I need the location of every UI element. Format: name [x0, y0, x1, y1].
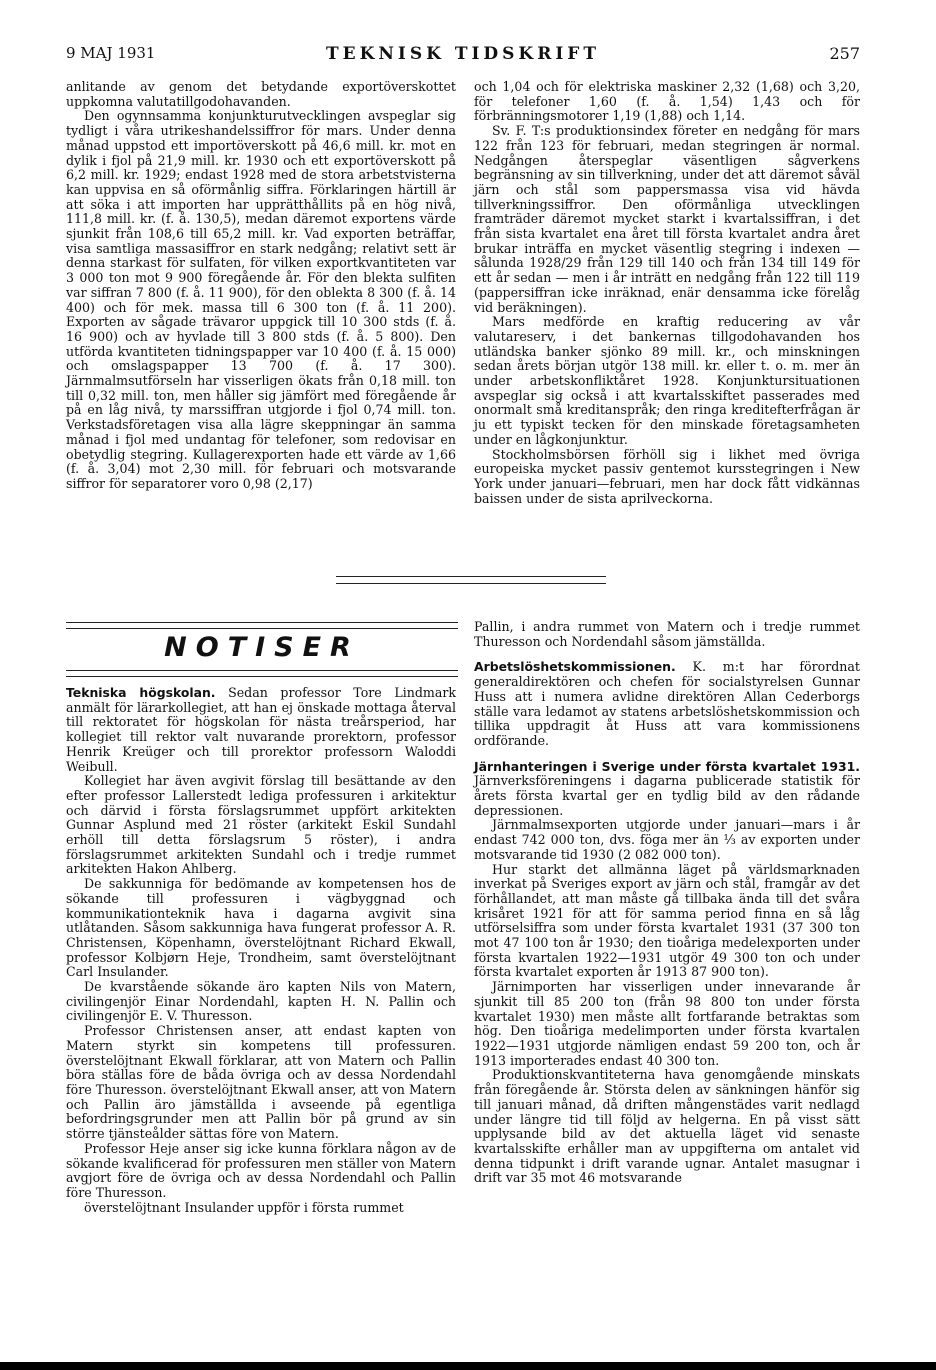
paragraph [66, 686, 456, 774]
section-title: NOTISER [164, 632, 360, 663]
paragraph: Järnmalmsexporten utgjorde under januari—mars i år endast 742 000 ton, dvs. föga mer än ⅓ av exporten under motsvarande tid 1930 (2 082 000 ton). [474, 817, 860, 862]
paragraph: Produktionskvantiteterna hava genomgående minskats från föregående år. Största delen av sänkningen hänför sig till januari månad, då driften mångenstädes varit nedlagd under längre tid till följd av helgerna. En på visst sätt upplysande bild av det aktuella läget vid senaste kvartalsskifte erhåller man av uppgifterna om antalet vid denna tidpunkt i drift varande ugnar. Antalet masugnar i drift var 35 mot 46 motsvarande [474, 1067, 860, 1186]
notice-text: K. m:t har förordnat generaldirektören och chefen för socialstyrelsen Gunnar Huss att i numera avlidne direktören Allan Cederborgs ställe vara ledamot av statens arbetslöshetskommission och tillika uppdragit åt Huss att vara kommissionens ordförande. [474, 659, 860, 748]
paragraph: Den ogynnsamma konjunkturutvecklingen avspeglar sig tydligt i våra utrikeshandelssiffror för mars. Under denna månad uppstod ett importöverskott på 46,6 mill. kr. mot en dylik i fjol på 21,9 mill. kr. 1930 och ett exportöverskott på 6,2 mill. kr. 1929; endast 1928 med de stora arbetstvisterna kan uppvisa en så oförmånlig siffra. Förklaringen härtill är att söka i att importen har upprätthållits på en hög nivå, 111,8 mill. kr. (f. å. 130,5), medan däremot exportens värde sjunkit från 108,6 till 65,2 mill. kr. Vad exporten beträffar, visa samtliga massasiffror en stark nedgång; relativt sett är denna starkast för sulfaten, för vilken exportkvantiteten var 3 000 ton mot 9 900 föregående år. För den blekta sulfiten var siffran 7 800 (f. å. 11 900), för den oblekta 8 300 (f. å. 14 400) och för mek. massa till 6 300 ton (f. å. 11 200). Exporten av sågade trävaror uppgick till 10 300 stds (f. å. 16 900) och av hyvlade till 3 800 stds (f. å. 5 800). Den utförda kvantiteten tidningspapper var 10 400 (f. å. 15 000) och omslagspapper 13 700 (f. å. 17 300). Järnmalmsutförseln har visserligen ökats från 0,18 mill. ton till 0,32 mill. ton, men håller sig jämfört med föregående år på en låg nivå, ty marssiffran utgjorde i fjol 0,74 mill. ton. Verkstadsföretagen visa alla lägre skeppningar än samma månad i fjol med undantag för telefoner, som redovisar en obetydlig stegring. Kullagerexporten hade ett värde av 1,66 (f. å. 3,04) mot 2,30 mill. för februari och motsvarande siffror för separatorer voro 0,98 (2,17) [66, 108, 456, 491]
paragraph: Professor Christensen anser, att endast kapten von Matern styrkt sin kompetens till professuren. överstelöjtnant Ekwall förklarar, att von Matern och Pallin böra ställas före de båda övriga och av dessa Nordendahl före Thuresson. överstelöjtnant Ekwall anser, att von Matern och Pallin äro jämställda i avseende på egentliga befordringsgrunder men att Pallin bör på grund av sin större tjänsteålder sättas före von Matern. [66, 1023, 456, 1142]
running-header [66, 44, 860, 66]
paragraph: Stockholmsbörsen förhöll sig i likhet med övriga europeiska mycket passiv gentemot kursstegringen i New York under januari—februari, men har dock fått vidkännas baissen under de sista aprilveckorna. [474, 446, 860, 506]
notice-heading: Järnhanteringen i Sverige under första kvartalet 1931. [474, 758, 860, 774]
paragraph: överstelöjtnant Insulander uppför i första rummet [84, 1199, 404, 1215]
paragraph [474, 660, 860, 748]
paragraph: De sakkunniga för bedömande av kompetensen hos de sökande till professuren i vägbyggnad och kommunikationteknik hava i dagarna avgivit sina utlåtanden. Såsom sakkunniga hava fungerat professor A. R. Christensen, Köpenhamn, överstelöjtnant Richard Ekwall, professor Kolbjørn Heje, Trondheim, samt överstelöjtnant Carl Insulander. [66, 876, 456, 980]
notiser-left-column [66, 686, 456, 1215]
notice-heading: Arbetslöshetskommissionen. [474, 659, 676, 675]
paragraph: Järnimporten har visserligen under innevarande år sjunkit till 85 200 ton (från 98 800 ton under första kvartalet 1930) men måste allt fortfarande betraktas som hög. Den tioåriga medelimporten under första kvartalen 1922—1931 utgjorde nämligen endast 59 200 ton, och år 1913 importerades endast 40 300 ton. [474, 979, 860, 1068]
section-divider [336, 576, 606, 584]
paragraph: Pallin, i andra rummet von Matern och i tredje rummet Thuresson och Nordendahl såsom jämställda. [474, 619, 860, 649]
paragraph: Hur starkt det allmänna läget på världsmarknaden inverkat på Sveriges export av järn och stål, framgår av det förhållandet, att man måste gå tillbaka ända till det svåra krisåret 1921 för att för samma period finna en så låg utförselsiffra som under första kvartalet 1931 (37 300 ton mot 47 100 ton år 1930; den tioåriga medelexporten under första kvartalen 1922—1931 utgör 49 300 ton och under första kvartalet exporten år 1913 87 900 ton). [474, 861, 860, 980]
paragraph: De kvarstående sökande äro kapten Nils von Matern, civilingenjör Einar Nordendahl, kapten H. N. Pallin och civilingenjör E. V. Thuresson. [66, 979, 456, 1024]
paragraph: anlitande av genom det betydande exportöverskottet uppkomna valutatillgodohavanden. [66, 79, 456, 109]
notice-text: Järnverksföreningens i dagarna publicerade statistik för årets första kvartal ger en tydlig bild av den rådande depressionen. [474, 773, 860, 818]
paragraph: Kollegiet har även avgivit förslag till besättande av den efter professor Lallerstedt lediga professuren i arkitektur och därvid i första förslagsrummet uppfört arkitekten Gunnar Asplund med 21 röster (arkitekt Eskil Sundahl erhöll till detta förslagsrum 5 röster), i andra förslagsrummet arkitekten Sundahl och i tredje rummet arkitekten Hakon Ahlberg. [66, 773, 456, 877]
top-left-column [66, 80, 456, 492]
issue-date: 9 MAJ 1931 [66, 44, 156, 62]
notiser-top-rule [66, 622, 458, 629]
paragraph: och 1,04 och för elektriska maskiner 2,32 (1,68) och 3,20, för telefoner 1,60 (f. å. 1,54) 1,43 och för förbränningsmotorer 1,19 (1,88) och 1,14. [474, 79, 860, 124]
notiser-bottom-rule [66, 670, 458, 677]
paragraph: Sv. F. T:s produktionsindex företer en nedgång för mars 122 från 123 för februari, medan stegringen är normal. Nedgången återspeglar väsentligen sågverkens begränsning av sin tillverkning, under det att däremot såväl järn och stål som pappersmassa visa vid hävda tillverkningssiffror. Den oförmånliga utvecklingen framträder däremot mycket starkt i kvartalssiffran, i det från sista kvartalet ena året till första kvartalet andra året brukar inträffa en mycket väsentlig stegring i indexen — sålunda 1928/29 från 129 till 140 och från 134 till 149 för ett år sedan — men i år inträtt en nedgång från 122 till 119 (pappersiffran icke inräknad, enär densamma icke förelåg vid beräkningen). [474, 123, 860, 315]
top-right-column [474, 80, 860, 506]
paragraph: Professor Heje anser sig icke kunna förklara någon av de sökande kvalificerad för professuren men ställer von Matern avgjort före de övriga och av dessa Nordendahl och Pallin före Thuresson. [66, 1140, 456, 1200]
scan-edge [0, 1362, 936, 1370]
journal-title: TEKNISK TIDSKRIFT [325, 44, 601, 64]
notice-heading: Tekniska högskolan. [66, 685, 216, 700]
notiser-right-column [474, 620, 860, 1186]
notice-text: Sedan professor Tore Lindmark anmält för lärarkollegiet, att han ej önskade mottaga återval till rektoratet för högskolan för nästa treårsperiod, har kollegiet till rektor valt nuvarande prorektorn, professor Henrik Kreüger och till prorektor professorn Waloddi Weibull. [66, 685, 456, 774]
page-number: 257 [829, 44, 860, 63]
paragraph [474, 760, 860, 819]
paragraph: Mars medförde en kraftig reducering av vår valutareserv, i det bankernas tillgodohavanden hos utländska banker sjönko 89 mill. kr., och minskningen sedan årets början utgör 138 mill. kr. eller t. o. m. mer än under arbetskonfliktåret 1928. Konjunktursituationen avspeglar sig också i att kvartalsskiftet passerades med onormalt små kreditanspråk; den ringa kreditefterfrågan är ju ett typiskt tecken för den minskade företagsamheten under en lågkonjunktur. [474, 314, 860, 447]
